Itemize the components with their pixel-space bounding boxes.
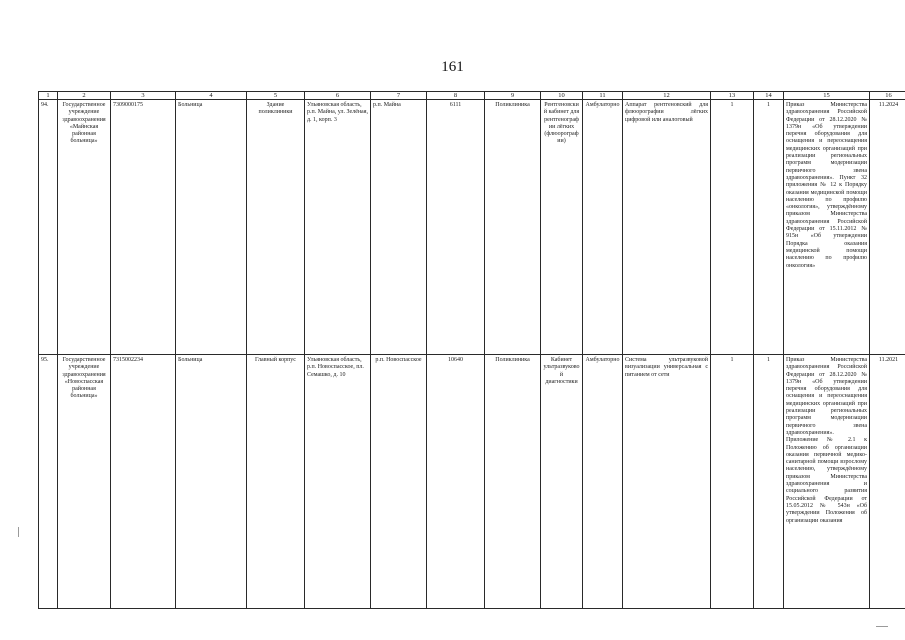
care-form: Амбулаторно [583,100,623,355]
page-number: 161 [441,59,464,75]
column-number: 14 [754,92,784,100]
organization-name: Государственное учреждение здравоохранения «Майнская районная больница» [58,100,111,355]
quantity: 1 [754,100,784,355]
legal-basis: Приказ Министерства здравоохранения Российской Федерации от 28.12.2020 № 1379н «Об утверждении перечня оборудования для оснащения и переоснащения медицинских организаций при реализации региональных программ модернизации первичного звена здравоохранения». Приложение № 2.1 к Положению об организации оказания первичной медико-санитарной помощи взрослому населению, утверждённому приказом Министерства здравоохранения и социального развития Российской Федерации от 15.05.2012 № 543н «Об утверждении Положения об организации оказания [784,355,870,609]
column-number: 7 [371,92,427,100]
column-number: 9 [485,92,541,100]
quantity: 1 [711,355,754,609]
column-number: 5 [247,92,305,100]
organization-name: Государственное учреждение здравоохранения «Новоспасская районная больница» [58,355,111,609]
quantity: 1 [754,355,784,609]
scan-artifact [18,527,19,537]
equipment: Система ультразвуковой визуализации универсальная с питанием от сети [623,355,711,609]
table-row [39,100,905,355]
column-number: 8 [427,92,485,100]
column-number: 13 [711,92,754,100]
equipment-table [38,91,905,609]
column-number: 11 [583,92,623,100]
column-number: 2 [58,92,111,100]
building: Главный корпус [247,355,305,609]
code: 6111 [427,100,485,355]
inn: 7309000175 [111,100,176,355]
quantity: 1 [711,100,754,355]
address: Ульяновская область, р.п. Майна, ул. Зелёная, д. 1, корп. 3 [305,100,371,355]
column-number: 1 [39,92,58,100]
column-number: 15 [784,92,870,100]
column-number: 10 [541,92,583,100]
column-number: 3 [111,92,176,100]
room: Кабинет ультразвуковой диагностики [541,355,583,609]
building: Здание поликлиники [247,100,305,355]
column-number: 16 [870,92,905,100]
deadline: 11.2021 [870,355,905,609]
deadline: 11.2024 [870,100,905,355]
inn: 7315002234 [111,355,176,609]
column-number: 12 [623,92,711,100]
column-number: 6 [305,92,371,100]
row-number: 94. [39,100,58,355]
column-number: 4 [176,92,247,100]
row-number: 95. [39,355,58,609]
scan-artifact [876,626,888,627]
address: Ульяновская область, р.п. Новоспасское, пл. Семашко, д. 10 [305,355,371,609]
equipment: Аппарат рентгеновский для флюорографии лёгких цифровой или аналоговый [623,100,711,355]
care-form: Амбулаторно [583,355,623,609]
locality: р.п. Майна [371,100,427,355]
table-row [39,355,905,609]
department: Поликлиника [485,100,541,355]
locality: р.п. Новоспасское [371,355,427,609]
facility-type: Больница [176,355,247,609]
column-number-row [39,92,905,100]
legal-basis: Приказ Министерства здравоохранения Российской Федерации от 28.12.2020 № 1379н «Об утверждении перечня оборудования для оснащения и переоснащения медицинских организаций при реализации региональных программ модернизации первичного звена здравоохранения». Пункт 32 приложения № 12 к Порядку оказания медицинской помощи населению по профилю «онкология», утверждённому приказом Министерства здравоохранения Российской Федерации от 15.11.2012 № 915н «Об утверждении Порядка оказания медицинской помощи населению по профилю онкология» [784,100,870,355]
department: Поликлиника [485,355,541,609]
facility-type: Больница [176,100,247,355]
code: 10640 [427,355,485,609]
room: Рентгеновский кабинет для рентгенографии лёгких (флюорографии) [541,100,583,355]
